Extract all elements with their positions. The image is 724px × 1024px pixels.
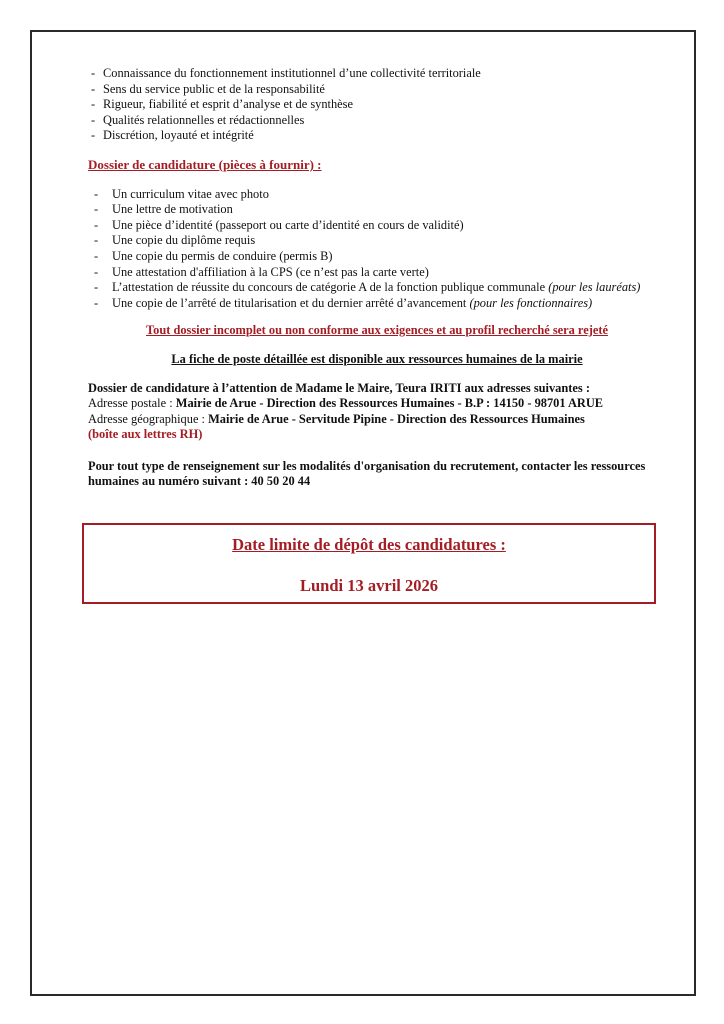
geo-label: Adresse géographique :: [88, 411, 209, 426]
list-item: - Discrétion, loyauté et intégrité: [91, 128, 254, 143]
list-item: - Une copie de l’arrêté de titularisation et du dernier arrêté d’avancement (pour les fonctionnaires): [94, 295, 593, 310]
list-item: - Qualités relationnelles et rédactionnelles: [91, 112, 305, 127]
list-item: - Un curriculum vitae avec photo: [94, 186, 269, 201]
dash-bullet: -: [94, 280, 99, 295]
dash-bullet: -: [91, 128, 96, 143]
dossier-items-list: [88, 187, 666, 312]
rejection-notice: Tout dossier incomplet ou non conforme aux exigences et au profil recherché sera rejeté: [146, 323, 608, 338]
list-item: - L’attestation de réussite du concours de catégorie A de la fonction publique communale (pour les lauréats): [94, 280, 641, 295]
contact-info: Pour tout type de renseignement sur les modalités d'organisation du recrutement, contacter les ressources humaines au numéro suivant : 40 50 20 44: [88, 458, 646, 489]
dash-bullet: -: [94, 233, 99, 248]
job-sheet-notice: La fiche de poste détaillée est disponible aux ressources humaines de la mairie: [171, 351, 583, 366]
dash-bullet: -: [94, 186, 99, 201]
item-note: (pour les lauréats): [548, 280, 641, 295]
mailbox-note: (boîte aux lettres RH): [88, 427, 203, 442]
dash-bullet: -: [94, 264, 99, 279]
address-intro: Dossier de candidature à l’attention de Madame le Maire, Teura IRITI aux adresses suivantes :: [88, 380, 590, 395]
postal-label: Adresse postale :: [88, 396, 176, 411]
dash-bullet: -: [91, 66, 96, 80]
list-item: - Une pièce d’identité (passeport ou carte d’identité en cours de validité): [94, 217, 464, 232]
deadline-title: Date limite de dépôt des candidatures :: [232, 535, 506, 554]
list-item: - Sens du service public et de la responsabilité: [91, 81, 325, 96]
list-item: - Une copie du diplôme requis: [94, 233, 256, 248]
list-item: - Une copie du permis de conduire (permis B): [94, 248, 333, 263]
list-item: - Une attestation d'affiliation à la CPS (ce n’est pas la carte verte): [94, 264, 429, 279]
dossier-section-title: Dossier de candidature (pièces à fournir) :: [88, 156, 322, 172]
deadline-box: [82, 523, 656, 604]
address-block: [88, 381, 666, 443]
postal-value: Mairie de Arue - Direction des Ressources Humaines - B.P : 14150 - 98701 ARUE: [175, 396, 604, 411]
deadline-date: Lundi 13 avril 2026: [300, 576, 438, 595]
list-item: - Connaissance du fonctionnement institutionnel d’une collectivité territoriale: [91, 66, 481, 80]
list-item: - Une lettre de motivation: [94, 202, 233, 217]
list-item: - Rigueur, fiabilité et esprit d’analyse et de synthèse: [91, 97, 353, 112]
dash-bullet: -: [91, 81, 96, 96]
dash-bullet: -: [94, 202, 99, 217]
dash-bullet: -: [91, 112, 96, 127]
geo-address: [88, 412, 666, 428]
geo-value: Mairie de Arue - Servitude Pipine - Direction des Ressources Humaines: [208, 411, 585, 426]
postal-address: [88, 396, 666, 412]
dash-bullet: -: [91, 97, 96, 112]
item-note: (pour les fonctionnaires): [469, 295, 593, 310]
document-content: [88, 66, 666, 490]
skills-list: [88, 66, 666, 144]
dash-bullet: -: [94, 295, 99, 310]
dash-bullet: -: [94, 217, 99, 232]
dash-bullet: -: [94, 248, 99, 263]
